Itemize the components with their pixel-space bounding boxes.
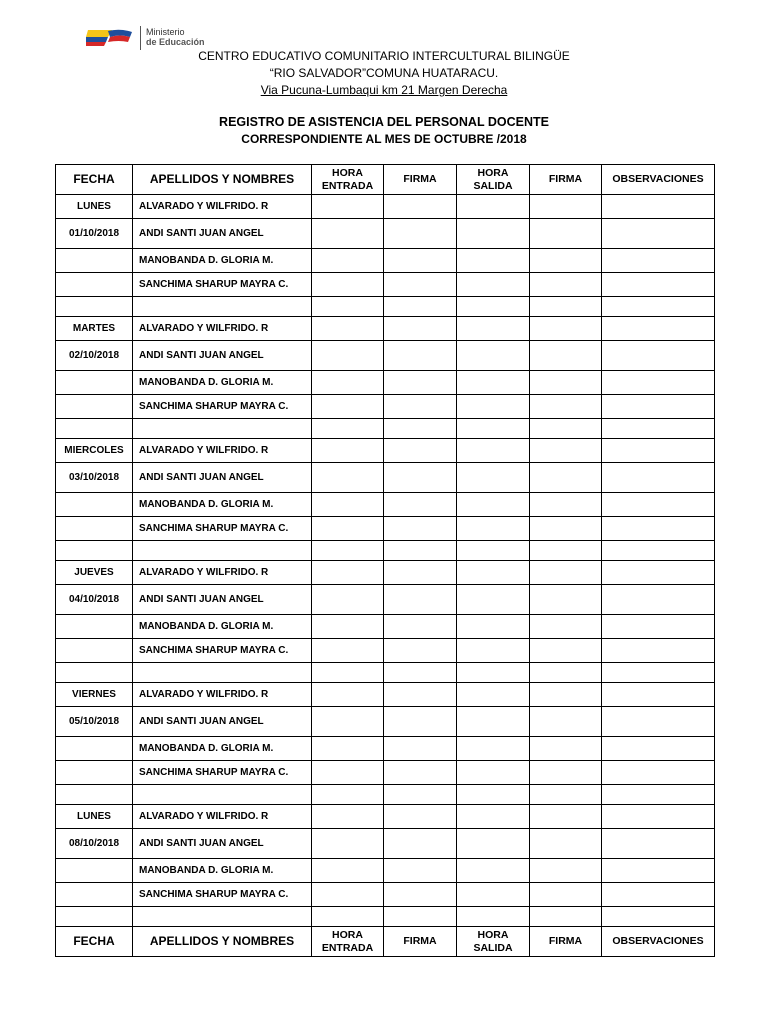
signature-cell[interactable] xyxy=(457,273,530,297)
signature-cell[interactable] xyxy=(312,615,384,639)
empty-date-cell xyxy=(56,273,133,297)
signature-cell[interactable] xyxy=(312,907,384,927)
signature-cell[interactable] xyxy=(602,683,715,707)
signature-cell[interactable] xyxy=(530,395,602,419)
date-cell: 08/10/2018 xyxy=(56,829,133,859)
empty-name-cell xyxy=(133,907,312,927)
staff-name-cell: MANOBANDA D. GLORIA M. xyxy=(133,615,312,639)
signature-cell[interactable] xyxy=(457,561,530,585)
footer-nombres: APELLIDOS Y NOMBRES xyxy=(133,927,312,957)
signature-cell[interactable] xyxy=(457,517,530,541)
signature-cell[interactable] xyxy=(384,541,457,561)
signature-cell[interactable] xyxy=(457,493,530,517)
signature-cell[interactable] xyxy=(602,317,715,341)
table-row xyxy=(56,297,715,317)
column-header-fecha: FECHA xyxy=(56,165,133,195)
table-row xyxy=(56,541,715,561)
signature-cell[interactable] xyxy=(312,419,384,439)
signature-cell[interactable] xyxy=(530,805,602,829)
signature-cell[interactable] xyxy=(602,761,715,785)
signature-cell[interactable] xyxy=(602,395,715,419)
signature-cell[interactable] xyxy=(602,541,715,561)
signature-cell[interactable] xyxy=(530,297,602,317)
signature-cell[interactable] xyxy=(530,663,602,683)
signature-cell[interactable] xyxy=(457,907,530,927)
signature-cell[interactable] xyxy=(602,419,715,439)
signature-cell[interactable] xyxy=(384,883,457,907)
table-row xyxy=(56,195,715,219)
signature-cell[interactable] xyxy=(530,219,602,249)
signature-cell[interactable] xyxy=(384,707,457,737)
signature-cell[interactable] xyxy=(384,341,457,371)
table-row xyxy=(56,371,715,395)
signature-cell[interactable] xyxy=(457,707,530,737)
signature-cell[interactable] xyxy=(384,561,457,585)
signature-cell[interactable] xyxy=(602,829,715,859)
empty-date-cell xyxy=(56,419,133,439)
signature-cell[interactable] xyxy=(312,371,384,395)
signature-cell[interactable] xyxy=(457,317,530,341)
signature-cell[interactable] xyxy=(312,439,384,463)
signature-cell[interactable] xyxy=(384,195,457,219)
table-row xyxy=(56,561,715,585)
signature-cell[interactable] xyxy=(384,859,457,883)
table-row xyxy=(56,907,715,927)
signature-cell[interactable] xyxy=(530,561,602,585)
signature-cell[interactable] xyxy=(602,219,715,249)
school-name: CENTRO EDUCATIVO COMUNITARIO INTERCULTURAL BILINGÜE xyxy=(198,49,570,63)
staff-name-cell: SANCHIMA SHARUP MAYRA C. xyxy=(133,273,312,297)
staff-name-cell: ALVARADO Y WILFRIDO. R xyxy=(133,195,312,219)
signature-cell[interactable] xyxy=(457,737,530,761)
staff-name-cell: ANDI SANTI JUAN ANGEL xyxy=(133,707,312,737)
staff-name-cell: SANCHIMA SHARUP MAYRA C. xyxy=(133,761,312,785)
table-row xyxy=(56,707,715,737)
signature-cell[interactable] xyxy=(384,639,457,663)
signature-cell[interactable] xyxy=(602,195,715,219)
signature-cell[interactable] xyxy=(457,395,530,419)
staff-name-cell: ALVARADO Y WILFRIDO. R xyxy=(133,561,312,585)
table-row xyxy=(56,805,715,829)
signature-cell[interactable] xyxy=(530,273,602,297)
signature-cell[interactable] xyxy=(457,439,530,463)
staff-name-cell: MANOBANDA D. GLORIA M. xyxy=(133,249,312,273)
signature-cell[interactable] xyxy=(384,785,457,805)
table-row xyxy=(56,761,715,785)
date-cell: 05/10/2018 xyxy=(56,707,133,737)
staff-name-cell: SANCHIMA SHARUP MAYRA C. xyxy=(133,639,312,663)
staff-name-cell: ALVARADO Y WILFRIDO. R xyxy=(133,805,312,829)
signature-cell[interactable] xyxy=(530,195,602,219)
signature-cell[interactable] xyxy=(602,463,715,493)
signature-cell[interactable] xyxy=(602,561,715,585)
empty-date-cell xyxy=(56,663,133,683)
signature-cell[interactable] xyxy=(384,663,457,683)
table-row xyxy=(56,463,715,493)
signature-cell[interactable] xyxy=(384,805,457,829)
signature-cell[interactable] xyxy=(312,829,384,859)
table-footer-row xyxy=(56,927,715,957)
empty-date-cell xyxy=(56,639,133,663)
signature-cell[interactable] xyxy=(530,785,602,805)
table-row xyxy=(56,317,715,341)
signature-cell[interactable] xyxy=(457,195,530,219)
signature-cell[interactable] xyxy=(530,683,602,707)
footer-firma-entrada: FIRMA xyxy=(384,927,457,957)
logo-text xyxy=(146,27,205,47)
signature-cell[interactable] xyxy=(530,541,602,561)
signature-cell[interactable] xyxy=(530,615,602,639)
staff-name-cell: MANOBANDA D. GLORIA M. xyxy=(133,859,312,883)
column-header-hora-entrada: HORA ENTRADA xyxy=(312,165,384,195)
logo-line-1: Ministerio xyxy=(146,27,185,37)
staff-name-cell: ANDI SANTI JUAN ANGEL xyxy=(133,341,312,371)
signature-cell[interactable] xyxy=(530,517,602,541)
signature-cell[interactable] xyxy=(384,273,457,297)
empty-date-cell xyxy=(56,541,133,561)
signature-cell[interactable] xyxy=(602,273,715,297)
document-subtitle: CORRESPONDIENTE AL MES DE OCTUBRE /2018 xyxy=(241,132,527,146)
empty-date-cell xyxy=(56,761,133,785)
signature-cell[interactable] xyxy=(530,371,602,395)
signature-cell[interactable] xyxy=(384,249,457,273)
signature-cell[interactable] xyxy=(312,463,384,493)
signature-cell[interactable] xyxy=(312,273,384,297)
signature-cell[interactable] xyxy=(602,859,715,883)
signature-cell[interactable] xyxy=(457,585,530,615)
signature-cell[interactable] xyxy=(384,907,457,927)
signature-cell[interactable] xyxy=(384,761,457,785)
staff-name-cell: ALVARADO Y WILFRIDO. R xyxy=(133,317,312,341)
staff-name-cell: ANDI SANTI JUAN ANGEL xyxy=(133,829,312,859)
signature-cell[interactable] xyxy=(384,493,457,517)
signature-cell[interactable] xyxy=(602,341,715,371)
signature-cell[interactable] xyxy=(530,317,602,341)
signature-cell[interactable] xyxy=(530,859,602,883)
school-address: Via Pucuna-Lumbaqui km 21 Margen Derecha xyxy=(260,83,508,97)
signature-cell[interactable] xyxy=(602,785,715,805)
signature-cell[interactable] xyxy=(457,463,530,493)
table-row xyxy=(56,273,715,297)
signature-cell[interactable] xyxy=(457,761,530,785)
table-row xyxy=(56,785,715,805)
signature-cell[interactable] xyxy=(530,439,602,463)
staff-name-cell: MANOBANDA D. GLORIA M. xyxy=(133,737,312,761)
signature-cell[interactable] xyxy=(602,707,715,737)
staff-name-cell: SANCHIMA SHARUP MAYRA C. xyxy=(133,883,312,907)
empty-date-cell xyxy=(56,395,133,419)
footer-firma-salida: FIRMA xyxy=(530,927,602,957)
signature-cell[interactable] xyxy=(530,463,602,493)
signature-cell[interactable] xyxy=(312,737,384,761)
footer-hora-entrada: HORA ENTRADA xyxy=(312,927,384,957)
signature-cell[interactable] xyxy=(602,517,715,541)
table-row xyxy=(56,683,715,707)
signature-cell[interactable] xyxy=(457,785,530,805)
signature-cell[interactable] xyxy=(530,883,602,907)
signature-cell[interactable] xyxy=(530,707,602,737)
table-row xyxy=(56,737,715,761)
signature-cell[interactable] xyxy=(530,907,602,927)
column-header-nombres: APELLIDOS Y NOMBRES xyxy=(133,165,312,195)
signature-cell[interactable] xyxy=(602,439,715,463)
table-row xyxy=(56,829,715,859)
signature-cell[interactable] xyxy=(384,683,457,707)
weekday-cell: VIERNES xyxy=(56,683,133,707)
table-row xyxy=(56,249,715,273)
empty-name-cell xyxy=(133,419,312,439)
signature-cell[interactable] xyxy=(384,317,457,341)
table-row xyxy=(56,419,715,439)
staff-name-cell: ALVARADO Y WILFRIDO. R xyxy=(133,683,312,707)
signature-cell[interactable] xyxy=(457,249,530,273)
table-row xyxy=(56,219,715,249)
signature-cell[interactable] xyxy=(384,439,457,463)
signature-cell[interactable] xyxy=(457,883,530,907)
document-title: REGISTRO DE ASISTENCIA DEL PERSONAL DOCENTE xyxy=(219,115,549,129)
signature-cell[interactable] xyxy=(457,297,530,317)
signature-cell[interactable] xyxy=(384,395,457,419)
signature-cell[interactable] xyxy=(312,297,384,317)
table-row xyxy=(56,639,715,663)
signature-cell[interactable] xyxy=(384,463,457,493)
footer-fecha: FECHA xyxy=(56,927,133,957)
signature-cell[interactable] xyxy=(602,297,715,317)
attendance-table xyxy=(55,164,715,957)
empty-name-cell xyxy=(133,541,312,561)
signature-cell[interactable] xyxy=(457,663,530,683)
empty-date-cell xyxy=(56,785,133,805)
empty-date-cell xyxy=(56,249,133,273)
column-header-firma-entrada: FIRMA xyxy=(384,165,457,195)
signature-cell[interactable] xyxy=(312,585,384,615)
staff-name-cell: SANCHIMA SHARUP MAYRA C. xyxy=(133,395,312,419)
signature-cell[interactable] xyxy=(530,419,602,439)
signature-cell[interactable] xyxy=(312,859,384,883)
staff-name-cell: ANDI SANTI JUAN ANGEL xyxy=(133,463,312,493)
signature-cell[interactable] xyxy=(457,639,530,663)
empty-date-cell xyxy=(56,859,133,883)
staff-name-cell: SANCHIMA SHARUP MAYRA C. xyxy=(133,517,312,541)
table-row xyxy=(56,883,715,907)
table-row xyxy=(56,493,715,517)
date-cell: 03/10/2018 xyxy=(56,463,133,493)
signature-cell[interactable] xyxy=(530,249,602,273)
signature-cell[interactable] xyxy=(312,195,384,219)
signature-cell[interactable] xyxy=(384,517,457,541)
empty-date-cell xyxy=(56,615,133,639)
signature-cell[interactable] xyxy=(312,317,384,341)
staff-name-cell: ANDI SANTI JUAN ANGEL xyxy=(133,219,312,249)
signature-cell[interactable] xyxy=(530,639,602,663)
signature-cell[interactable] xyxy=(384,615,457,639)
signature-cell[interactable] xyxy=(312,883,384,907)
signature-cell[interactable] xyxy=(530,585,602,615)
empty-date-cell xyxy=(56,907,133,927)
signature-cell[interactable] xyxy=(384,829,457,859)
attendance-table-body xyxy=(56,165,715,957)
table-row xyxy=(56,585,715,615)
signature-cell[interactable] xyxy=(602,639,715,663)
empty-date-cell xyxy=(56,371,133,395)
signature-cell[interactable] xyxy=(457,805,530,829)
table-header-row xyxy=(56,165,715,195)
signature-cell[interactable] xyxy=(312,395,384,419)
table-row xyxy=(56,859,715,883)
signature-cell[interactable] xyxy=(602,907,715,927)
signature-cell[interactable] xyxy=(530,829,602,859)
table-row xyxy=(56,615,715,639)
weekday-cell: JUEVES xyxy=(56,561,133,585)
signature-cell[interactable] xyxy=(312,639,384,663)
signature-cell[interactable] xyxy=(312,249,384,273)
staff-name-cell: MANOBANDA D. GLORIA M. xyxy=(133,371,312,395)
signature-cell[interactable] xyxy=(312,683,384,707)
signature-cell[interactable] xyxy=(384,419,457,439)
signature-cell[interactable] xyxy=(602,371,715,395)
date-cell: 04/10/2018 xyxy=(56,585,133,615)
staff-name-cell: ALVARADO Y WILFRIDO. R xyxy=(133,439,312,463)
empty-date-cell xyxy=(56,883,133,907)
staff-name-cell: ANDI SANTI JUAN ANGEL xyxy=(133,585,312,615)
signature-cell[interactable] xyxy=(457,683,530,707)
weekday-cell: MIERCOLES xyxy=(56,439,133,463)
signature-cell[interactable] xyxy=(312,663,384,683)
table-row xyxy=(56,341,715,371)
logo-line-2: de Educación xyxy=(146,37,205,47)
signature-cell[interactable] xyxy=(312,219,384,249)
empty-date-cell xyxy=(56,297,133,317)
signature-cell[interactable] xyxy=(457,341,530,371)
signature-cell[interactable] xyxy=(457,615,530,639)
signature-cell[interactable] xyxy=(312,785,384,805)
column-header-hora-salida: HORA SALIDA xyxy=(457,165,530,195)
signature-cell[interactable] xyxy=(602,585,715,615)
signature-cell[interactable] xyxy=(530,493,602,517)
empty-name-cell xyxy=(133,785,312,805)
signature-cell[interactable] xyxy=(457,219,530,249)
ecuador-flag-logo-icon xyxy=(86,28,134,48)
signature-cell[interactable] xyxy=(384,297,457,317)
signature-cell[interactable] xyxy=(602,883,715,907)
signature-cell[interactable] xyxy=(457,419,530,439)
empty-name-cell xyxy=(133,297,312,317)
signature-cell[interactable] xyxy=(457,829,530,859)
table-row xyxy=(56,395,715,419)
signature-cell[interactable] xyxy=(312,341,384,371)
school-community: “RIO SALVADOR”COMUNA HUATARACU. xyxy=(269,66,499,80)
signature-cell[interactable] xyxy=(312,517,384,541)
weekday-cell: LUNES xyxy=(56,195,133,219)
weekday-cell: LUNES xyxy=(56,805,133,829)
table-row xyxy=(56,517,715,541)
signature-cell[interactable] xyxy=(602,737,715,761)
signature-cell[interactable] xyxy=(530,761,602,785)
signature-cell[interactable] xyxy=(312,493,384,517)
footer-observaciones: OBSERVACIONES xyxy=(602,927,715,957)
empty-date-cell xyxy=(56,737,133,761)
signature-cell[interactable] xyxy=(384,371,457,395)
empty-date-cell xyxy=(56,517,133,541)
footer-hora-salida: HORA SALIDA xyxy=(457,927,530,957)
column-header-firma-salida: FIRMA xyxy=(530,165,602,195)
signature-cell[interactable] xyxy=(602,805,715,829)
date-cell: 02/10/2018 xyxy=(56,341,133,371)
signature-cell[interactable] xyxy=(312,761,384,785)
weekday-cell: MARTES xyxy=(56,317,133,341)
signature-cell[interactable] xyxy=(602,249,715,273)
signature-cell[interactable] xyxy=(530,737,602,761)
column-header-observaciones: OBSERVACIONES xyxy=(602,165,715,195)
table-row xyxy=(56,439,715,463)
staff-name-cell: MANOBANDA D. GLORIA M. xyxy=(133,493,312,517)
date-cell: 01/10/2018 xyxy=(56,219,133,249)
signature-cell[interactable] xyxy=(457,859,530,883)
logo-divider xyxy=(140,26,141,50)
empty-date-cell xyxy=(56,493,133,517)
signature-cell[interactable] xyxy=(384,219,457,249)
signature-cell[interactable] xyxy=(457,371,530,395)
signature-cell[interactable] xyxy=(602,615,715,639)
table-row xyxy=(56,663,715,683)
signature-cell[interactable] xyxy=(384,737,457,761)
empty-name-cell xyxy=(133,663,312,683)
signature-cell[interactable] xyxy=(530,341,602,371)
signature-cell[interactable] xyxy=(312,805,384,829)
signature-cell[interactable] xyxy=(312,541,384,561)
signature-cell[interactable] xyxy=(312,561,384,585)
signature-cell[interactable] xyxy=(602,493,715,517)
signature-cell[interactable] xyxy=(457,541,530,561)
signature-cell[interactable] xyxy=(602,663,715,683)
signature-cell[interactable] xyxy=(384,585,457,615)
signature-cell[interactable] xyxy=(312,707,384,737)
